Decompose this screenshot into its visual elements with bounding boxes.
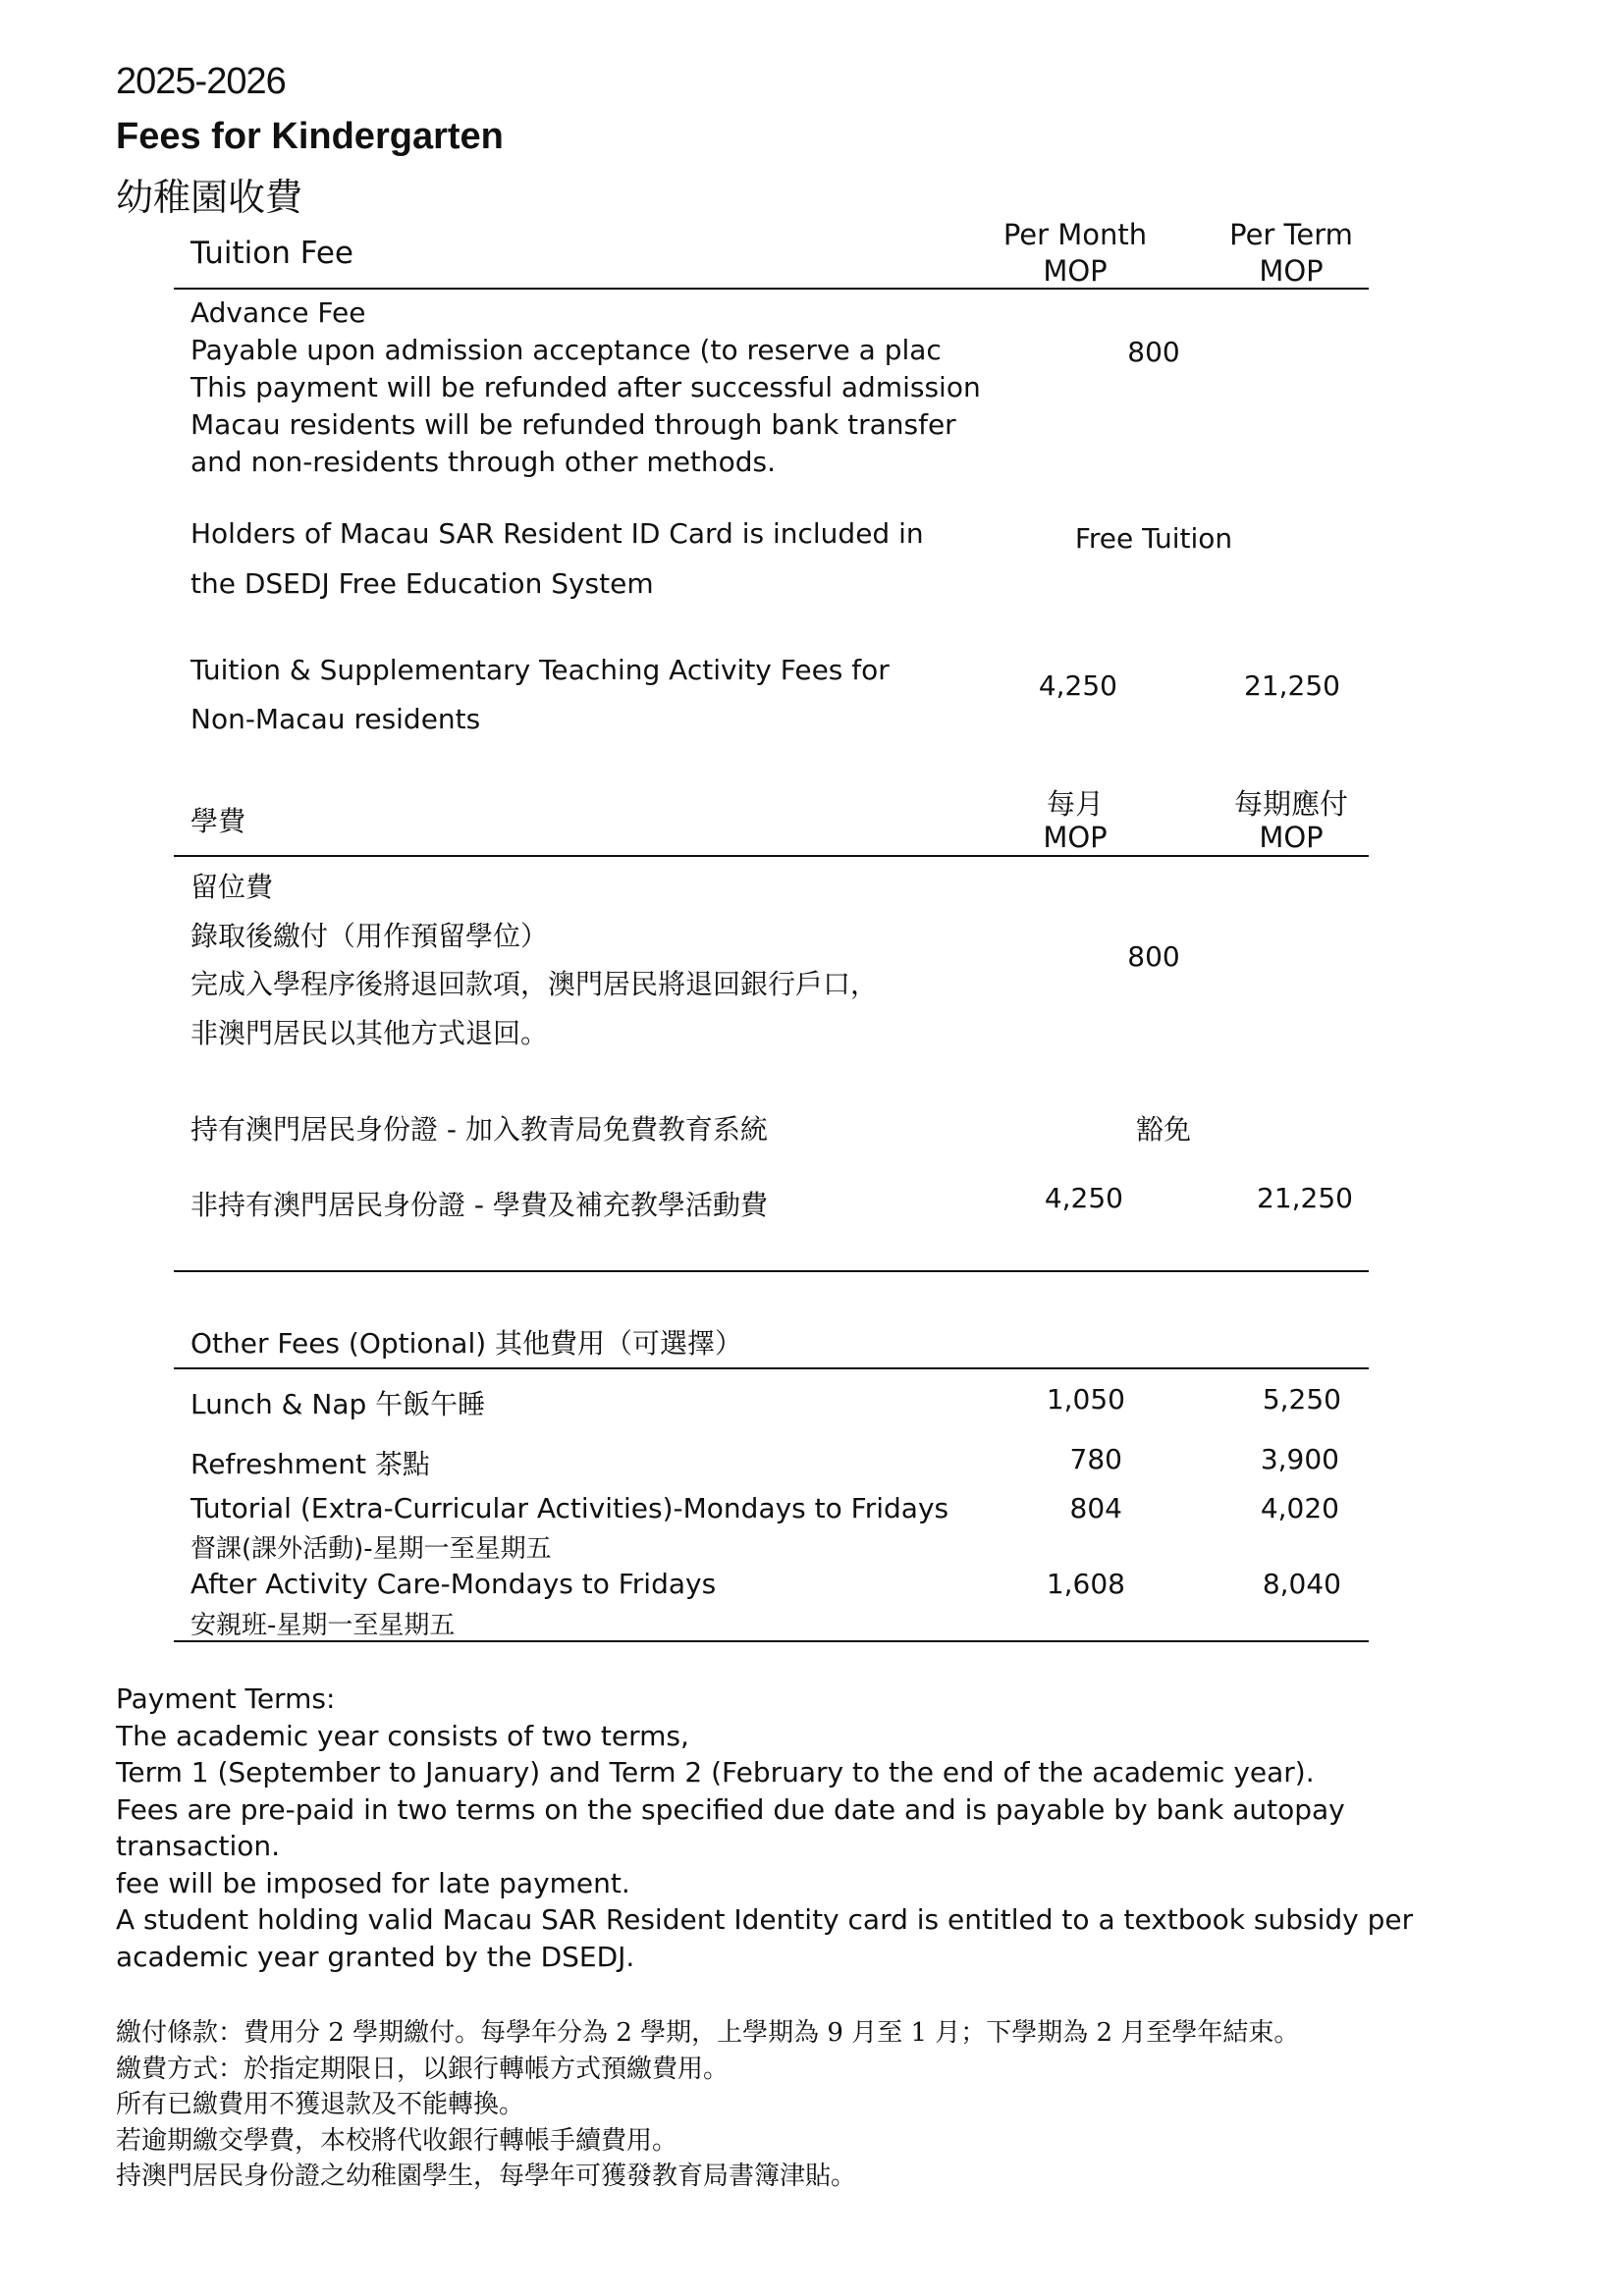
- payment-terms-zh-line: 繳付條款：費用分 2 學期繳付。每學年分為 2 學期，上學期為 9 月至 1 月；下學期為 2 月至學年結束。: [116, 2018, 1300, 2048]
- payment-terms-line: A student holding valid Macau SAR Resident Identity card is entitled to a textbook subsidy per: [116, 1903, 1414, 1936]
- advance-fee-line: and non-residents through other methods.: [190, 446, 777, 478]
- other-fee-row-label-zh: 督課(課外活動)-星期一至星期五: [190, 1534, 552, 1564]
- col-per-month-label-zh: 每月: [1046, 787, 1104, 821]
- advance-fee-line: This payment will be refunded after successful admission: [190, 371, 981, 403]
- other-fee-month: 780: [1069, 1443, 1122, 1475]
- advance-fee-amount: 800: [1127, 336, 1180, 368]
- other-fee-row-label: Tutorial (Extra-Curricular Activities)-Mondays to Fridays: [190, 1492, 949, 1524]
- col-per-month-unit-zh: MOP: [1043, 821, 1108, 854]
- nonresident-term-fee: 21,250: [1244, 669, 1340, 702]
- tuition-fee-header-zh: 學費: [190, 805, 246, 837]
- nonresident-month-fee: 4,250: [1038, 669, 1117, 702]
- nonresident-line: Tuition & Supplementary Teaching Activity Fees for: [190, 654, 890, 686]
- payment-terms-line: The academic year consists of two terms,: [116, 1720, 689, 1752]
- payment-terms-line: Fees are pre-paid in two terms on the specified due date and is payable by bank autopay: [116, 1793, 1345, 1826]
- free-tuition-value: Free Tuition: [1074, 522, 1233, 555]
- col-per-term-unit-zh: MOP: [1259, 821, 1324, 854]
- advance-fee-line: Payable upon admission acceptance (to reserve a plac: [190, 334, 942, 366]
- other-fee-row-label: Refreshment 茶點: [190, 1448, 430, 1480]
- col-per-term-unit: MOP: [1259, 254, 1324, 288]
- resident-line: the DSEDJ Free Education System: [190, 567, 654, 600]
- table-rule: [174, 1270, 1369, 1272]
- col-per-month-unit: MOP: [1043, 254, 1108, 288]
- resident-line-zh: 持有澳門居民身份證 - 加入教青局免費教育系統: [190, 1113, 768, 1146]
- other-fee-row-label-zh: 安親班-星期一至星期五: [190, 1611, 456, 1640]
- table-rule: [174, 288, 1369, 290]
- advance-fee-line-zh: 非澳門居民以其他方式退回。: [190, 1017, 549, 1049]
- other-fee-term: 8,040: [1262, 1568, 1341, 1600]
- nonresident-line-zh: 非持有澳門居民身份證 - 學費及補充教學活動費: [190, 1189, 768, 1221]
- other-fees-header: Other Fees (Optional) 其他費用（可選擇）: [190, 1327, 743, 1360]
- payment-terms-line: Term 1 (September to January) and Term 2 (February to the end of the academic year).: [116, 1756, 1315, 1789]
- exempt-value-zh: 豁免: [1135, 1113, 1191, 1146]
- tuition-fee-header: Tuition Fee: [190, 236, 354, 271]
- other-fee-term: 3,900: [1260, 1443, 1339, 1475]
- payment-terms-line: transaction.: [116, 1830, 281, 1862]
- other-fee-term: 4,020: [1260, 1492, 1339, 1524]
- other-fee-term: 5,250: [1262, 1383, 1341, 1415]
- advance-fee-title: Advance Fee: [190, 296, 366, 329]
- col-per-term-label: Per Term: [1229, 218, 1353, 251]
- payment-terms-zh-line: 所有已繳費用不獲退款及不能轉換。: [116, 2090, 525, 2119]
- payment-terms-zh-line: 繳費方式：於指定期限日，以銀行轉帳方式預繳費用。: [116, 2055, 730, 2084]
- advance-fee-title-zh: 留位費: [190, 871, 274, 903]
- resident-line: Holders of Macau SAR Resident ID Card is included in: [190, 517, 924, 550]
- page-title: Fees for Kindergarten: [116, 116, 504, 157]
- advance-fee-line-zh: 錄取後繳付（用作預留學位）: [190, 920, 549, 952]
- advance-fee-line-zh: 完成入學程序後將退回款項，澳門居民將退回銀行戶口，: [190, 968, 879, 1000]
- col-per-month-label: Per Month: [1002, 218, 1148, 251]
- other-fee-row-label: After Activity Care-Mondays to Fridays: [190, 1568, 717, 1600]
- payment-terms-zh-line: 若逾期繳交學費，本校將代收銀行轉帳手續費用。: [116, 2126, 678, 2156]
- other-fee-month: 804: [1069, 1492, 1122, 1524]
- other-fee-row-label: Lunch & Nap 午飯午睡: [190, 1388, 486, 1420]
- page-title-zh: 幼稚園收費: [116, 176, 303, 219]
- payment-terms-line: academic year granted by the DSEDJ.: [116, 1941, 635, 1973]
- table-rule: [174, 1640, 1369, 1642]
- nonresident-line: Non-Macau residents: [190, 703, 481, 735]
- advance-fee-line: Macau residents will be refunded through bank transfer: [190, 408, 956, 441]
- other-fee-month: 1,050: [1046, 1383, 1125, 1415]
- table-rule: [174, 1367, 1369, 1369]
- table-rule: [174, 855, 1369, 857]
- nonresident-month-fee-zh: 4,250: [1044, 1182, 1123, 1214]
- year-heading: 2025-2026: [116, 61, 286, 102]
- nonresident-term-fee-zh: 21,250: [1257, 1182, 1353, 1214]
- payment-terms-zh-line: 持澳門居民身份證之幼稚園學生，每學年可獲發教育局書簿津貼。: [116, 2162, 857, 2191]
- col-per-term-label-zh: 每期應付: [1233, 787, 1348, 821]
- other-fee-month: 1,608: [1046, 1568, 1125, 1600]
- advance-fee-amount-zh: 800: [1127, 940, 1180, 973]
- payment-terms-heading: Payment Terms:: [116, 1682, 336, 1715]
- payment-terms-line: fee will be imposed for late payment.: [116, 1867, 630, 1899]
